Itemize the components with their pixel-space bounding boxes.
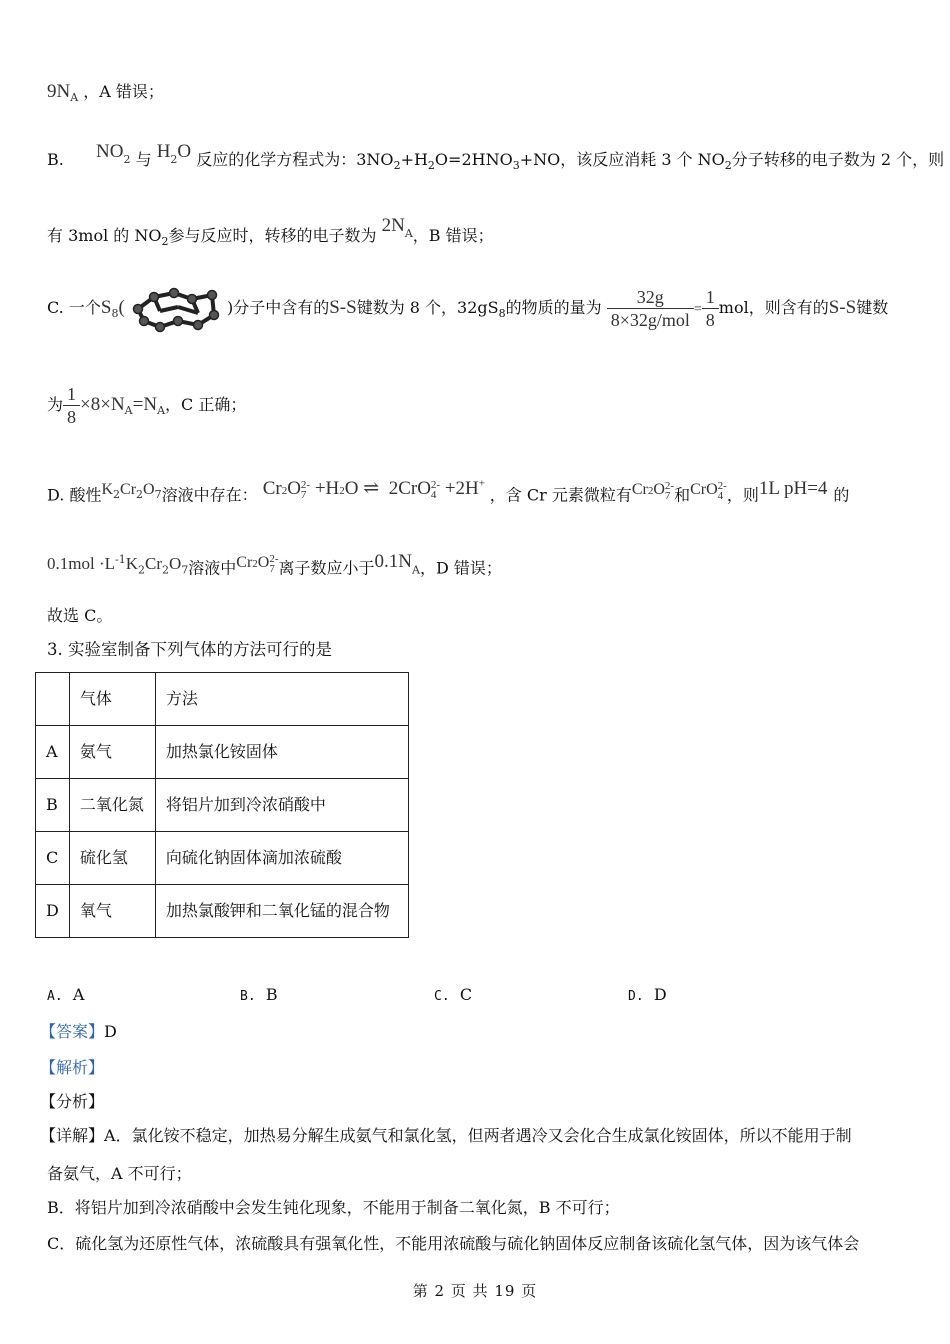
subscript: 8 [498, 307, 506, 321]
subscript: A [157, 404, 166, 417]
superscript: 2- [300, 478, 311, 491]
detail-line-3: B．将铝片加到冷浓硝酸中会发生钝化现象，不能用于制备二氧化氮，B 不可行； [47, 1198, 620, 1217]
table-cell: 加热氯化铵固体 [155, 726, 408, 779]
denominator: 8 [67, 407, 77, 427]
table-row [36, 832, 409, 885]
text: 与 [135, 150, 152, 169]
text: 酸性 [69, 485, 102, 505]
line-4 [47, 282, 888, 340]
table-cell: 将铝片加到冷浓硝酸中 [155, 779, 408, 832]
table-cell: 氧气 [69, 885, 155, 938]
line-3 [47, 215, 494, 254]
text: +NO，该反应消耗 3 个 NO [519, 150, 725, 169]
table-cell: A [36, 726, 70, 779]
option-value: D [653, 985, 667, 1004]
fenxi-tag: 【分析】 [40, 1092, 105, 1111]
math-0-1na: 0.1N [374, 551, 413, 573]
table-cell: C [36, 832, 70, 885]
math: Cr [120, 481, 137, 499]
text: ，B 错误； [412, 226, 494, 245]
label-d: D. [47, 485, 65, 505]
math-no2: NO [96, 141, 124, 162]
answer-line [40, 1020, 117, 1044]
math: 2CrO [388, 478, 431, 500]
text: 离子数应小于 [278, 558, 375, 578]
subscript: 2 [281, 485, 288, 498]
subscript: 2 [161, 235, 169, 249]
subscript: 2 [393, 159, 401, 173]
subscript: 7 [664, 489, 671, 502]
math-cro4 [690, 479, 727, 502]
option-a[interactable] [47, 985, 84, 1004]
subscript: 2 [123, 153, 131, 166]
line-7 [47, 552, 502, 582]
subscript: 2 [252, 558, 258, 571]
equilibrium-equation [263, 478, 490, 499]
subscript: 2 [113, 488, 121, 502]
detail-line-2: 备氨气，A 不可行； [47, 1164, 192, 1183]
text: ，C 正确； [165, 395, 247, 414]
math-ss: S-S [329, 297, 357, 318]
option-b[interactable] [240, 985, 278, 1004]
text: +H [400, 150, 428, 169]
math-9na: 9N [47, 81, 71, 102]
text: 键数 [856, 298, 889, 317]
analysis-tag: 【解析】 [40, 1058, 105, 1077]
math-2na: 2N [381, 215, 405, 236]
detail-line-4: C．硫化氢为还原性气体，浓硫酸具有强氧化性，不能用浓硫酸与硫化钠固体反应制备该硫化氢气体，因为该气体会 [47, 1234, 860, 1253]
math: O [653, 481, 665, 499]
option-key: B. [240, 989, 256, 1004]
subscript: 2 [339, 485, 345, 498]
numerator: 1 [63, 383, 80, 406]
math: Cr [631, 481, 648, 499]
math: O [143, 481, 155, 499]
option-c[interactable] [434, 985, 472, 1004]
text: ，D 错误； [419, 558, 502, 578]
subscript: 2 [136, 488, 144, 502]
fraction-1-8 [702, 286, 719, 331]
text: ，则 [726, 485, 759, 505]
label-b: B. [47, 150, 64, 169]
denominator: 8×32g/mol [610, 310, 690, 330]
text: ，A 错误； [83, 82, 164, 101]
text: 一个 [68, 298, 101, 317]
text: ，含 Cr 元素微粒有 [489, 485, 632, 505]
text: A．氯化铵不稳定，加热易分解生成氨气和氯化氢，但两者遇冷又会化合生成氯化铵固体，所以不能用于制 [104, 1126, 852, 1145]
table-cell: 二氧化氮 [69, 779, 155, 832]
option-key: D. [628, 989, 644, 1004]
subscript: A [412, 563, 420, 577]
label-c: C. [47, 298, 64, 317]
subscript: A [70, 91, 79, 104]
numerator: 32g [607, 286, 694, 309]
subscript: 4 [717, 489, 724, 502]
line-6 [47, 478, 849, 509]
math: O [287, 478, 301, 500]
text: )分子中含有的 [226, 298, 330, 317]
text: 的 [833, 485, 850, 505]
superscript: -1 [115, 553, 126, 566]
math: +H [314, 478, 340, 500]
math: O [257, 554, 270, 572]
text: 的物质的量为 [505, 298, 602, 317]
math-h2o: H [156, 141, 171, 162]
answer-value: D [104, 1022, 117, 1041]
text: 溶液中存在： [161, 485, 258, 505]
methods-table [35, 672, 409, 938]
math-s8: S [100, 297, 112, 318]
superscript: + [478, 478, 485, 490]
table-cell: 加热氯酸钾和二氧化锰的混合物 [155, 885, 408, 938]
denominator: 8 [705, 310, 715, 330]
subscript: 4 [430, 488, 437, 501]
table-cell: 氨气 [69, 726, 155, 779]
table-row [36, 726, 409, 779]
subscript: 8 [111, 307, 119, 320]
math: Cr [236, 554, 253, 572]
table-cell: 硫化氢 [69, 832, 155, 885]
answer-tag: 【答案】 [40, 1022, 105, 1041]
math-cr2o7 [236, 552, 279, 575]
math: CrO [690, 481, 718, 499]
table-header-gas: 气体 [69, 673, 155, 726]
subscript: 7 [300, 488, 307, 501]
option-value: C [459, 985, 473, 1004]
subscript: 2 [170, 153, 178, 166]
paren: ( [118, 297, 125, 318]
text: 溶液中 [188, 558, 237, 578]
numerator: 1 [702, 286, 719, 309]
math-ph: 1L pH=4 [758, 478, 828, 500]
option-value: A [72, 985, 85, 1004]
math-ss: S-S [828, 297, 857, 318]
superscript: 2- [269, 552, 279, 565]
subscript: 7 [181, 563, 189, 577]
option-key: A. [47, 989, 63, 1004]
math: Cr [262, 478, 282, 500]
subscript: 3 [512, 159, 520, 173]
text: 为 [47, 395, 64, 414]
subscript: A [404, 227, 413, 240]
math: K [125, 554, 138, 574]
line-5 [47, 382, 246, 430]
conclusion: 故选 C。 [47, 606, 113, 625]
fraction-1-8 [63, 383, 80, 428]
subscript: 7 [269, 562, 275, 575]
table-row [36, 673, 409, 726]
math: K [101, 481, 114, 499]
math: +2H [444, 478, 479, 500]
text: 和 [674, 485, 691, 505]
text: 参与反应时，转移的电子数为 [168, 226, 377, 245]
subscript: A [124, 404, 133, 417]
superscript: 2- [430, 478, 441, 491]
text: 反应的化学方程式为：3NO [196, 150, 394, 169]
equals: = [693, 302, 702, 317]
page-footer: 第 2 页 共 19 页 [412, 1282, 538, 1300]
subscript: 2 [138, 563, 145, 577]
table-cell: 向硫化钠固体滴加浓硫酸 [155, 832, 408, 885]
math-cr2o7 [631, 479, 675, 502]
superscript: 2- [717, 479, 727, 492]
subscript: 2 [162, 563, 169, 577]
superscript: 2- [664, 479, 675, 492]
line-2 [47, 141, 945, 178]
math-o: O [177, 141, 192, 162]
math-na: =N [132, 394, 158, 415]
subscript: 2 [647, 485, 654, 498]
table-cell: B [36, 779, 70, 832]
detail-line-1 [40, 1124, 852, 1148]
table-cell [36, 673, 70, 726]
math: Cr [145, 554, 162, 574]
table-header-method: 方法 [155, 673, 408, 726]
line-1 [47, 80, 164, 106]
table-row [36, 885, 409, 938]
subscript: 7 [154, 488, 162, 502]
option-value: B [265, 985, 278, 1004]
subscript: 2 [427, 159, 435, 173]
text: mol，则含有的 [718, 298, 829, 317]
detail-tag: 【详解】 [40, 1126, 105, 1145]
s8-molecule-icon [130, 285, 222, 333]
fraction-32g [607, 286, 694, 331]
table-row [36, 779, 409, 832]
subscript: 2 [724, 159, 732, 173]
option-d[interactable] [628, 985, 667, 1004]
math: O [169, 554, 182, 574]
math-8na: ×8×N [80, 394, 125, 415]
option-key: C. [434, 989, 450, 1004]
text: 键数为 8 个，32gS [356, 298, 499, 317]
math-concentration: 0.1mol ·L [47, 554, 115, 574]
text: 有 3mol 的 NO [47, 226, 162, 245]
text: O=2HNO [434, 150, 513, 169]
math: O [344, 478, 359, 500]
table-cell: D [36, 885, 70, 938]
text: 分子转移的电子数为 2 个，则 [731, 150, 945, 169]
question-3-stem: 3. 实验室制备下列气体的方法可行的是 [47, 640, 332, 659]
equilibrium-arrow-icon: ⇌ [363, 478, 380, 500]
